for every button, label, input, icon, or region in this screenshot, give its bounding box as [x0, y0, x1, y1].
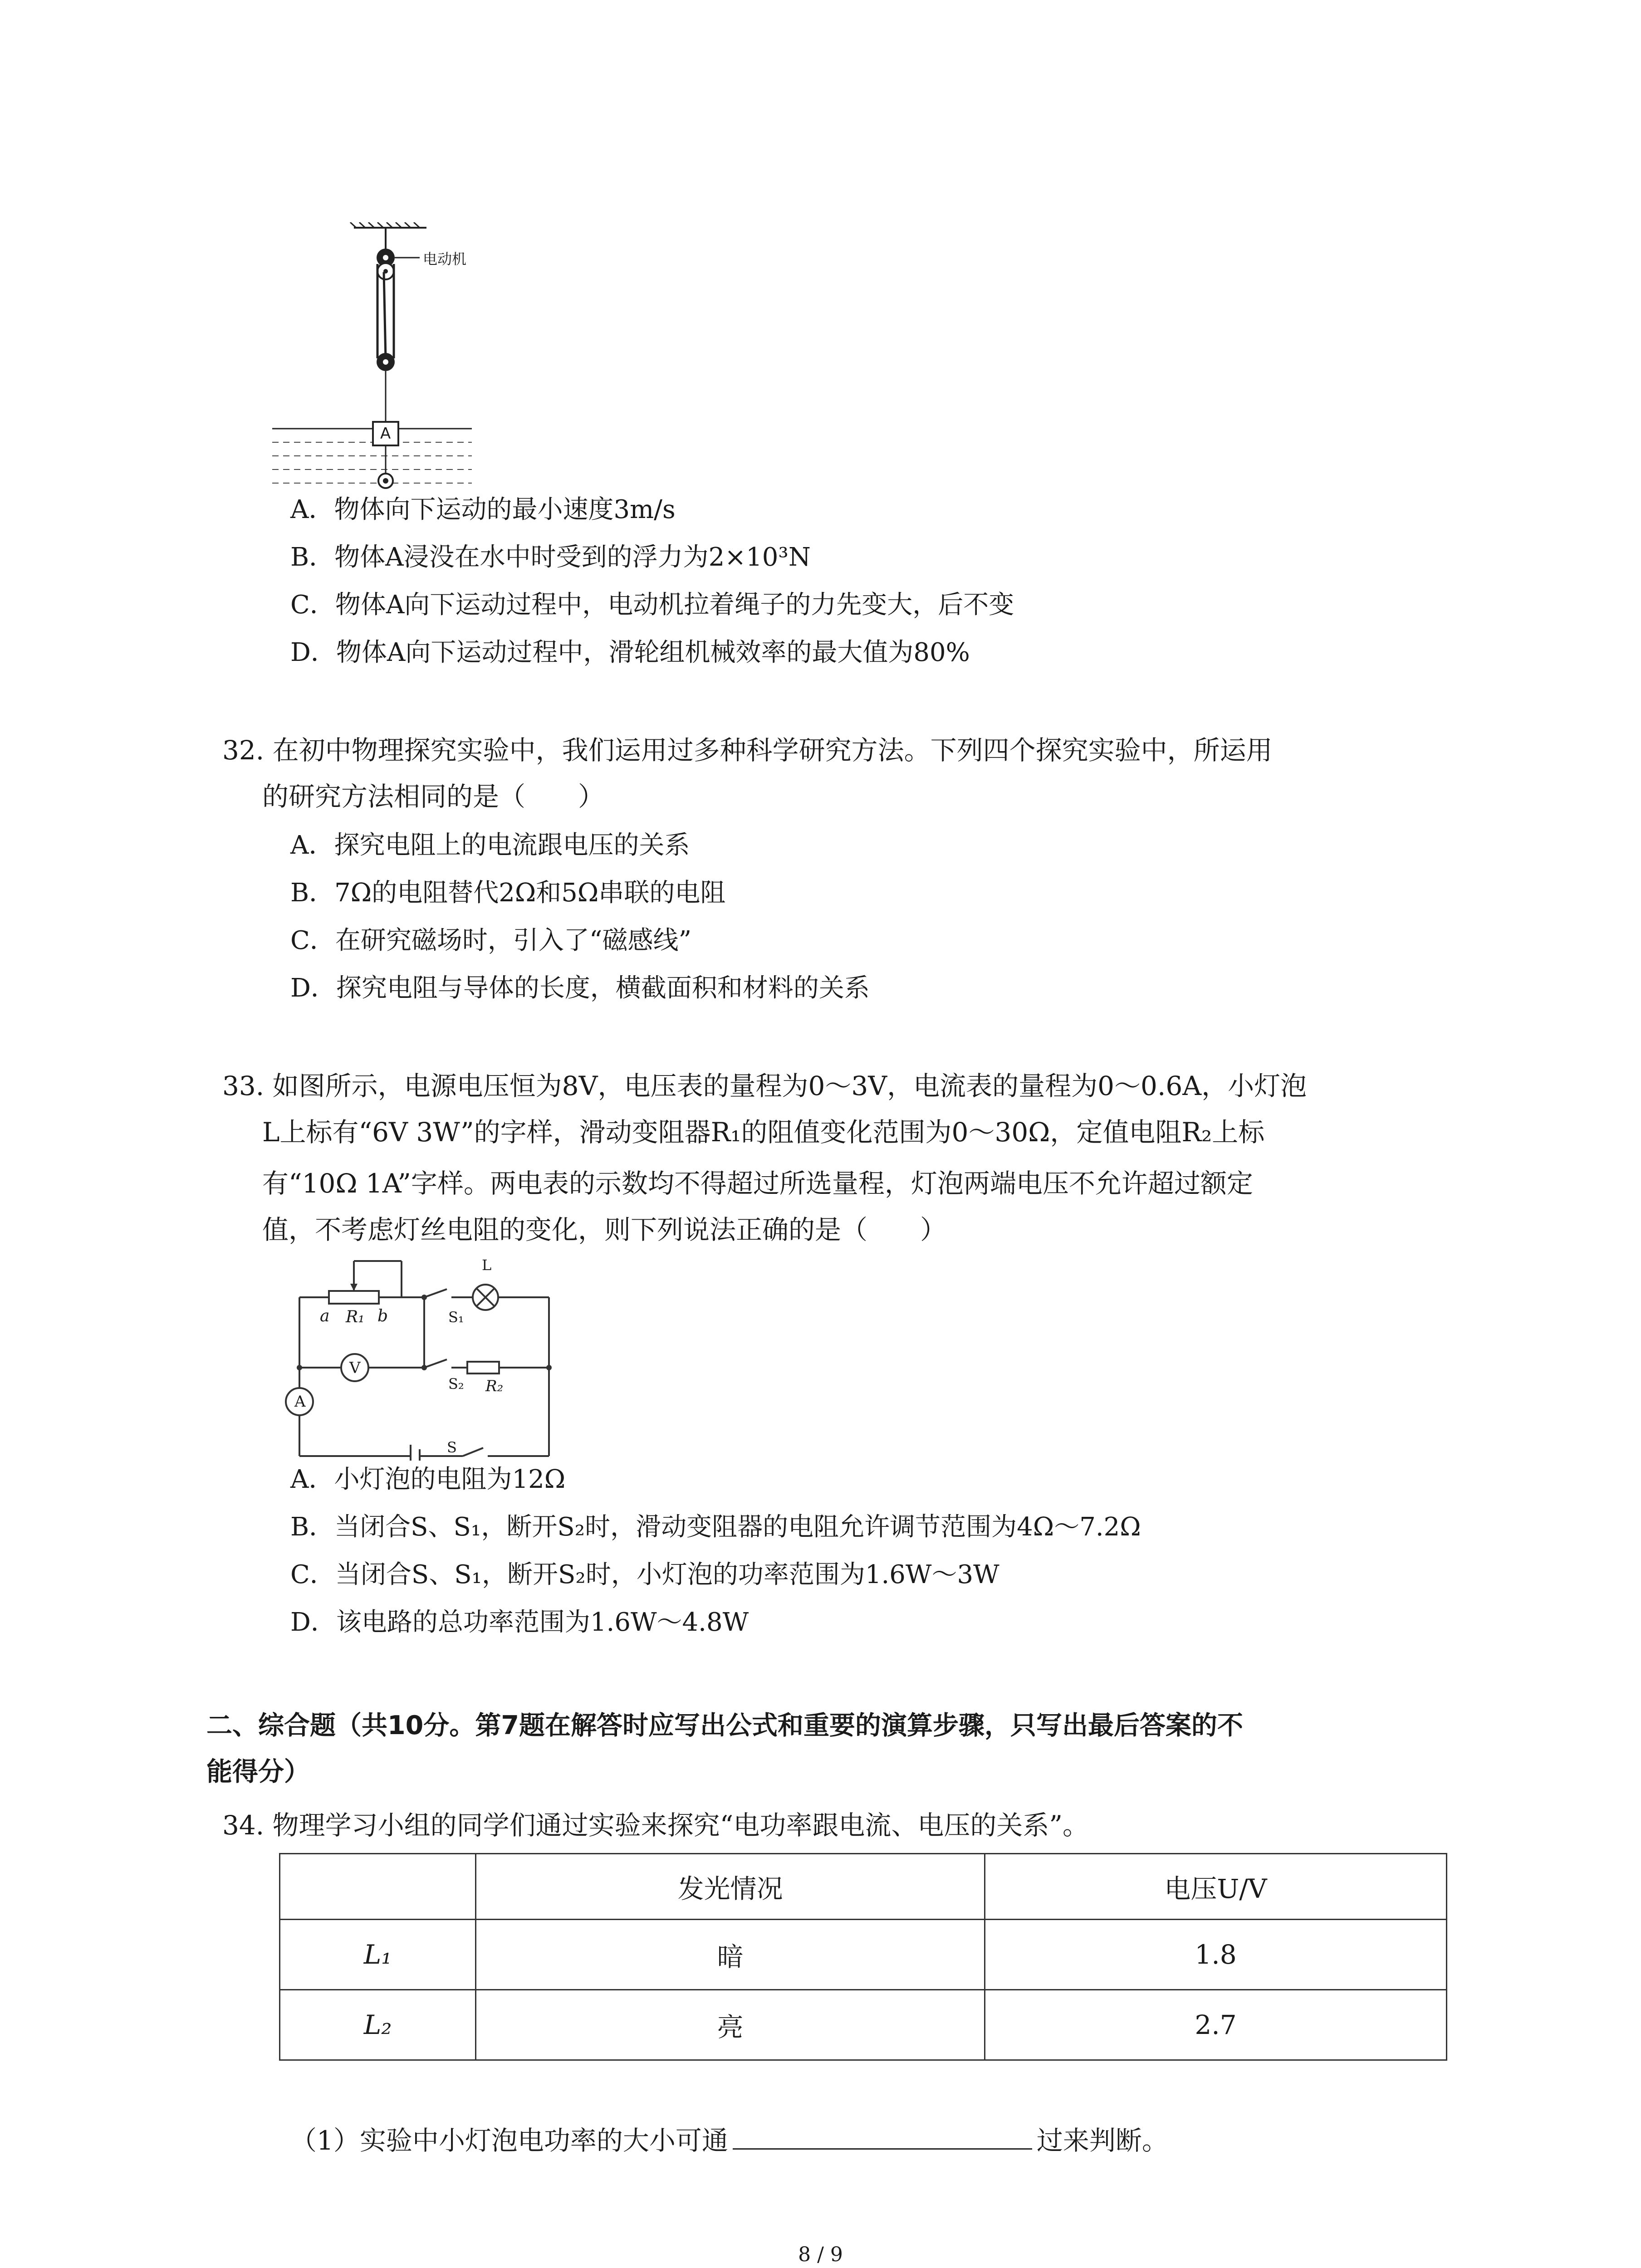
circuit-label-lamp: L — [482, 1256, 492, 1274]
q31-option-c: C．物体A向下运动过程中，电动机拉着绳子的力先变大，后不变 — [290, 590, 1014, 620]
q33-stem-line2: L上标有“6V 3W”的字样，滑动变阻器R₁的阻值变化范围为0～30Ω，定值电阻R₂上标 — [262, 1117, 1265, 1148]
q34-sub1-text-after: 过来判断。 — [1036, 2125, 1168, 2156]
circuit-label-s1: S₁ — [448, 1309, 464, 1326]
q32-option-b: B．7Ω的电阻替代2Ω和5Ω串联的电阻 — [290, 878, 726, 908]
q33-stem-line1: 33. 如图所示，电源电压恒为8V，电压表的量程为0～3V，电流表的量程为0～0.6A，小灯泡 — [222, 1070, 1307, 1101]
section2-heading-line2: 能得分） — [206, 1757, 310, 1787]
q33-option-b: B．当闭合S、S₁，断开S₂时，滑动变阻器的电阻允许调节范围为4Ω～7.2Ω — [290, 1512, 1141, 1542]
table-header-cell: 发光情况 — [476, 1854, 985, 1920]
q31-option-b: B．物体A浸没在水中时受到的浮力为2×10³N — [290, 543, 811, 572]
table-cell: 1.8 — [985, 1920, 1446, 1990]
circuit-label-r1: R₁ — [346, 1308, 365, 1326]
table-cell: 2.7 — [985, 1990, 1446, 2060]
circuit-label-s: S — [447, 1439, 457, 1456]
circuit-diagram — [272, 1252, 599, 1461]
motor-label: 电动机 — [423, 250, 467, 268]
table-row — [280, 1920, 1447, 1990]
q33-option-d: D．该电路的总功率范围为1.6W～4.8W — [290, 1608, 749, 1637]
table-header-cell — [280, 1854, 476, 1920]
q32-option-c: C．在研究磁场时，引入了“磁感线” — [290, 926, 692, 955]
circuit-label-ammeter: A — [294, 1393, 306, 1411]
answer-blank[interactable] — [733, 2122, 1032, 2150]
circuit-label-a: a — [320, 1307, 330, 1325]
table-cell: L₂ — [280, 1990, 476, 2060]
table-header-row — [280, 1854, 1447, 1920]
q34-stem: 34. 物理学习小组的同学们通过实验来探究“电功率跟电流、电压的关系”。 — [222, 1810, 1089, 1841]
q32-stem-line1: 32. 在初中物理探究实验中，我们运用过多种科学研究方法。下列四个探究实验中，所运用 — [222, 735, 1273, 766]
circuit-label-b: b — [377, 1307, 388, 1325]
q32-option-d: D．探究电阻与导体的长度，横截面积和材料的关系 — [290, 973, 870, 1003]
pulley-figure — [272, 222, 526, 490]
table-cell: L₁ — [280, 1920, 476, 1990]
table-cell: 暗 — [476, 1920, 985, 1990]
table-cell: 亮 — [476, 1990, 985, 2060]
q32-option-a: A．探究电阻上的电流跟电压的关系 — [290, 831, 690, 860]
q33-option-c: C．当闭合S、S₁，断开S₂时，小灯泡的功率范围为1.6W～3W — [290, 1560, 999, 1589]
circuit-label-s2: S₂ — [448, 1375, 464, 1393]
table-header-cell: 电压U/V — [985, 1854, 1446, 1920]
q33-stem-line4: 值，不考虑灯丝电阻的变化，则下列说法正确的是（ ） — [262, 1214, 947, 1245]
q33-option-a: A．小灯泡的电阻为12Ω — [290, 1465, 566, 1494]
block-a-label: A — [380, 425, 391, 443]
table-row — [280, 1990, 1447, 2060]
q34-sub1 — [290, 2122, 1168, 2157]
q34-sub1-text-before: （1）实验中小灯泡电功率的大小可通 — [290, 2125, 728, 2156]
circuit-label-voltmeter: V — [349, 1359, 361, 1377]
page-number: 8 / 9 — [798, 2243, 843, 2266]
section2-heading-line1: 二、综合题（共10分。第7题在解答时应写出公式和重要的演算步骤，只写出最后答案的不 — [206, 1711, 1243, 1740]
circuit-label-r2: R₂ — [485, 1377, 504, 1395]
results-table — [279, 1853, 1447, 2061]
q31-option-d: D．物体A向下运动过程中，滑轮组机械效率的最大值为80% — [290, 638, 970, 667]
q32-stem-line2: 的研究方法相同的是（ ） — [262, 781, 605, 812]
q33-stem-line3: 有“10Ω 1A”字样。两电表的示数均不得超过所选量程，灯泡两端电压不允许超过额定 — [262, 1168, 1253, 1199]
q31-option-a: A．物体向下运动的最小速度3m/s — [290, 495, 676, 524]
